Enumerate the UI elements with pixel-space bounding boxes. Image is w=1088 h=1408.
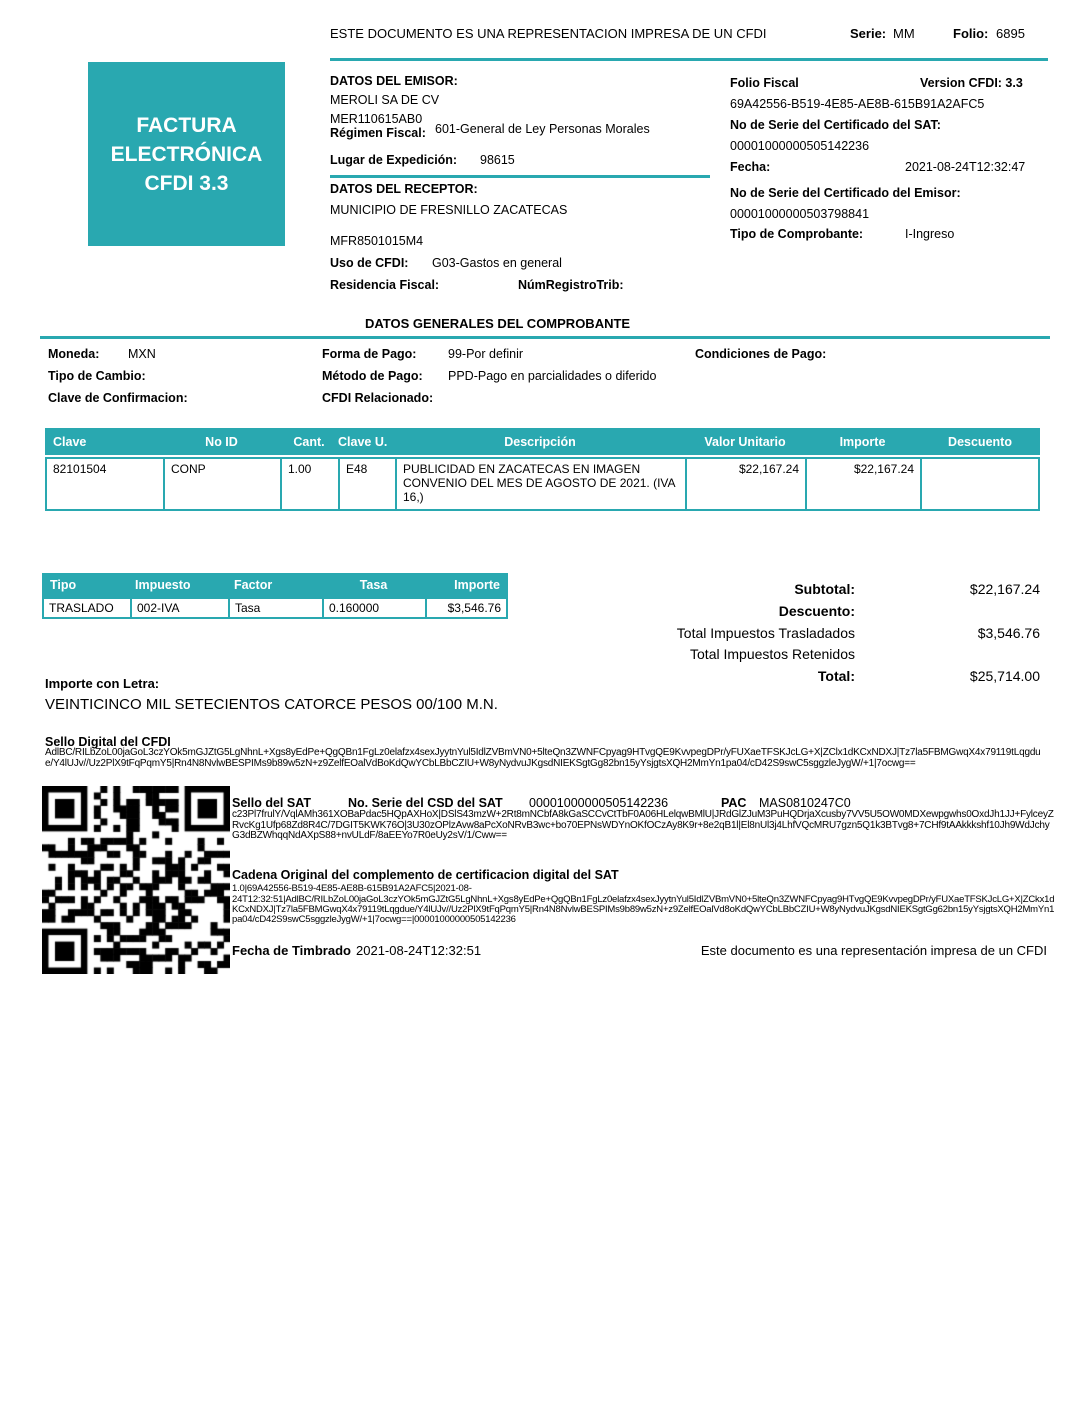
pac-value: MAS0810247C0 (759, 796, 851, 810)
tax-header-importe: Importe (454, 578, 500, 592)
sello-cfdi-value: AdlBC/RILbZoL00jaGoL3czYOk5mGJZtG5LgNhnL+Xgs8yEdPe+QgQBn1FgLz0elafzx4sexJyytnYul5IdlZVBmVN0+5lteQn3ZWNFCpyag9HTvgQE9KvvpegDPr/yFUXaeTFSKJcLG+X|ZClx1dKCxNDXJ|Tz7la5FBMGwqX4x79119tLqgdue/Y4lUJv//Uz2PlX9tFqPqmY5|Rn4N8NvlwBESPIMs9b89w5zN+z9ZelfEOalVdBoKdQwYCbLBbCZIU+W8yNydvuJKgsdNIEKSgtGg82bn15yYsjgtsXQH2MmYn1pa04/cD42S9swC5sggzleJygW/+1|7ocwg== (45, 747, 1041, 769)
sat-qr-code (42, 786, 230, 974)
receptor-section-label: DATOS DEL RECEPTOR: (330, 182, 478, 196)
folio-fiscal-label: Folio Fiscal (730, 76, 799, 90)
items-header-valor-unitario: Valor Unitario (704, 434, 786, 449)
sello-cfdi-label: Sello Digital del CFDI (45, 735, 171, 749)
items-header-descuento: Descuento (948, 434, 1012, 449)
items-header-descripcion: Descripción (504, 434, 576, 449)
moneda-value: MXN (128, 347, 156, 361)
items-table (45, 428, 1040, 511)
tax-header-factor: Factor (234, 578, 273, 592)
sello-sat-label: Sello del SAT (232, 796, 311, 810)
cadena-original-label: Cadena Original del complemento de certificacion digital del SAT (232, 868, 619, 882)
tax-table-header (42, 573, 508, 597)
item-claveu: E48 (338, 457, 395, 511)
item-clave: 82101504 (45, 457, 163, 511)
clave-confirmacion-label: Clave de Confirmacion: (48, 391, 188, 405)
forma-pago-label: Forma de Pago: (322, 347, 417, 361)
serie-label: Serie: (850, 26, 887, 41)
item-valor-unitario: $22,167.24 (685, 457, 805, 511)
tax-header-impuesto: Impuesto (135, 578, 191, 592)
tax-factor: Tasa (228, 597, 322, 619)
descuento-label: Descuento: (778, 603, 855, 619)
total-value: $25,714.00 (969, 668, 1040, 684)
emisor-name: MEROLI SA DE CV (330, 93, 440, 107)
impuestos-retenidos-label: Total Impuestos Retenidos (690, 646, 855, 662)
version-cfdi-label: Version CFDI: 3.3 (920, 76, 1023, 90)
tipo-comprobante-value: I-Ingreso (905, 227, 955, 241)
items-header-importe: Importe (839, 434, 886, 449)
importe-letra-value: VEINTICINCO MIL SETECIENTOS CATORCE PESOS 00/100 M.N. (45, 696, 498, 713)
items-header-noid: No ID (205, 434, 238, 449)
importe-letra-label: Importe con Letra: (45, 676, 160, 691)
cfdi-relacionado-label: CFDI Relacionado: (322, 391, 434, 405)
tax-header-tasa: Tasa (359, 578, 388, 592)
uuid-value: 69A42556-B519-4E85-AE8B-615B91A2AFC5 (730, 97, 985, 111)
folio-label: Folio: (953, 26, 989, 41)
emisor-divider (330, 175, 710, 178)
header-divider (330, 58, 1048, 61)
tax-table-row (42, 597, 508, 619)
receptor-rfc: MFR8501015M4 (330, 234, 424, 248)
document-title: ESTE DOCUMENTO ES UNA REPRESENTACION IMPRESA DE UN CFDI (330, 26, 767, 41)
tipo-cambio-label: Tipo de Cambio: (48, 369, 146, 383)
cadena-original-rest: 24T12:32:51|AdlBC/RILbZoL00jaGoL3czYOk5mGJZtG5LgNhnL+Xgs8yEdPe+QgQBn1FgLz0elafzx4sexJyytnYul5IdlZVBmVN0+5lteQn3ZWNFCpyag9HTvgQE9KvvpegDPr/yFUXaeTFSKJcLG+X|ZCkx1dKCxNDXJ|Tz7la5FBMGwqX4x79119tLqgdue/Y4lUJv//Uz2PlX9tFqPqmY5|Rn4N8NvlwBESPIMs9b89w5zN+z9ZelfEOalVd8oKdQwYCbLBbCZIU+W8yNydvuJKgsdNIEKSgtGg62bn15yYsjgtsXQH2MmYn1pa04/cD42S9swC5sggzleJygW/+1|7ocwg==|00001000000505142236 (232, 894, 1055, 926)
condiciones-pago-label: Condiciones de Pago: (695, 347, 827, 361)
serie-value: MM (893, 26, 915, 41)
emisor-section-label: DATOS DEL EMISOR: (330, 74, 458, 88)
sello-sat-value: c23Pl7frulY/VqlAMh361XOBaPdac5HQpAXHoX|DSlS43mzW+2Rt8mNCbfA8kGaSCCvCtTbF0A06HLelqwBMlU|JRdGlZJuM3PuHQDrjaXcusby7VV5U5OW0MDXewpgwhs0OxdJh1JJ+FylceyZRvcKg1Ufp68Zd8R4C/7DGIT5KWK76O|3U30zOPlzAvw8aPcXoNRvB3wc+bo70EPNsWDYnOKfOCzAy8K9r+8e2qB1l|El8nUl3j4LhfVQcMRU7gzn5Q1k3BTvg8+7CHf9tAAkkkshf10Jh9WdJchyG3dBZWhqqNdAXpS88+nvULdF/8aEEYo7R0eUy2sV/1/Cww== (232, 809, 1054, 842)
total-label: Total: (817, 668, 855, 684)
footer-right-text: Este documento es una representación impresa de un CFDI (700, 943, 1047, 958)
emisor-rfc: MER110615AB0 (330, 112, 423, 126)
factura-badge (88, 62, 285, 246)
items-table-row (45, 457, 1040, 511)
tax-tipo: TRASLADO (42, 597, 130, 619)
moneda-label: Moneda: (48, 347, 100, 361)
tax-impuesto: 002-IVA (130, 597, 228, 619)
subtotal-label: Subtotal: (794, 581, 855, 597)
numregistro-label: NúmRegistroTrib: (518, 278, 624, 292)
serie-sat-label: No de Serie del Certificado del SAT: (730, 118, 941, 132)
tipo-comprobante-label: Tipo de Comprobante: (730, 227, 864, 241)
items-header-clave: Clave (53, 434, 87, 449)
pac-label: PAC (721, 796, 747, 810)
fecha-value: 2021-08-24T12:32:47 (905, 160, 1026, 174)
csd-sat-label: No. Serie del CSD del SAT (348, 796, 503, 810)
serie-sat-value: 00001000000505142236 (730, 139, 870, 153)
serie-emisor-label: No de Serie del Certificado del Emisor: (730, 186, 961, 200)
forma-pago-value: 99-Por definir (448, 347, 524, 361)
lugar-expedicion-label: Lugar de Expedición: (330, 153, 458, 167)
item-descripcion: PUBLICIDAD EN ZACATECAS EN IMAGEN CONVENIO DEL MES DE AGOSTO DE 2021. (IVA 16,) (395, 457, 685, 511)
tax-importe: $3,546.76 (425, 597, 508, 619)
csd-sat-value: 00001000000505142236 (529, 796, 669, 810)
regimen-value: 601-General de Ley Personas Morales (435, 122, 650, 136)
impuestos-trasladados-value: $3,546.76 (977, 625, 1040, 641)
item-cant: 1.00 (280, 457, 338, 511)
item-importe: $22,167.24 (805, 457, 920, 511)
generales-title: DATOS GENERALES DEL COMPROBANTE (365, 316, 631, 331)
fecha-timbrado-value: 2021-08-24T12:32:51 (356, 943, 482, 958)
subtotal-value: $22,167.24 (969, 581, 1040, 597)
metodo-pago-value: PPD-Pago en parcialidades o diferido (448, 369, 657, 383)
factura-badge-text: FACTURA ELECTRÓNICA CFDI 3.3 (110, 113, 263, 195)
items-header-cant: Cant. (293, 434, 325, 449)
cadena-original-line1: 1.0|69A42556-B519-4E85-AE8B-615B91A2AFC5|2021-08- (232, 883, 472, 894)
impuestos-trasladados-label: Total Impuestos Trasladados (676, 625, 855, 641)
receptor-name: MUNICIPIO DE FRESNILLO ZACATECAS (330, 203, 568, 217)
fecha-timbrado-label: Fecha de Timbrado (232, 943, 351, 958)
regimen-label: Régimen Fiscal: (330, 126, 426, 140)
items-header-claveu: Clave U. (338, 434, 388, 449)
serie-emisor-value: 00001000000503798841 (730, 207, 870, 221)
fecha-label: Fecha: (730, 160, 771, 174)
tax-table (42, 573, 508, 619)
tax-tasa: 0.160000 (322, 597, 425, 619)
uso-cfdi-label: Uso de CFDI: (330, 256, 409, 270)
tax-header-tipo: Tipo (50, 578, 77, 592)
item-descuento (920, 457, 1040, 511)
folio-value: 6895 (996, 26, 1025, 41)
uso-cfdi-value: G03-Gastos en general (432, 256, 562, 270)
item-noid: CONP (163, 457, 280, 511)
metodo-pago-label: Método de Pago: (322, 369, 423, 383)
generales-divider (40, 336, 1050, 339)
lugar-expedicion-value: 98615 (480, 153, 515, 167)
residencia-fiscal-label: Residencia Fiscal: (330, 278, 440, 292)
items-table-header (45, 428, 1040, 455)
